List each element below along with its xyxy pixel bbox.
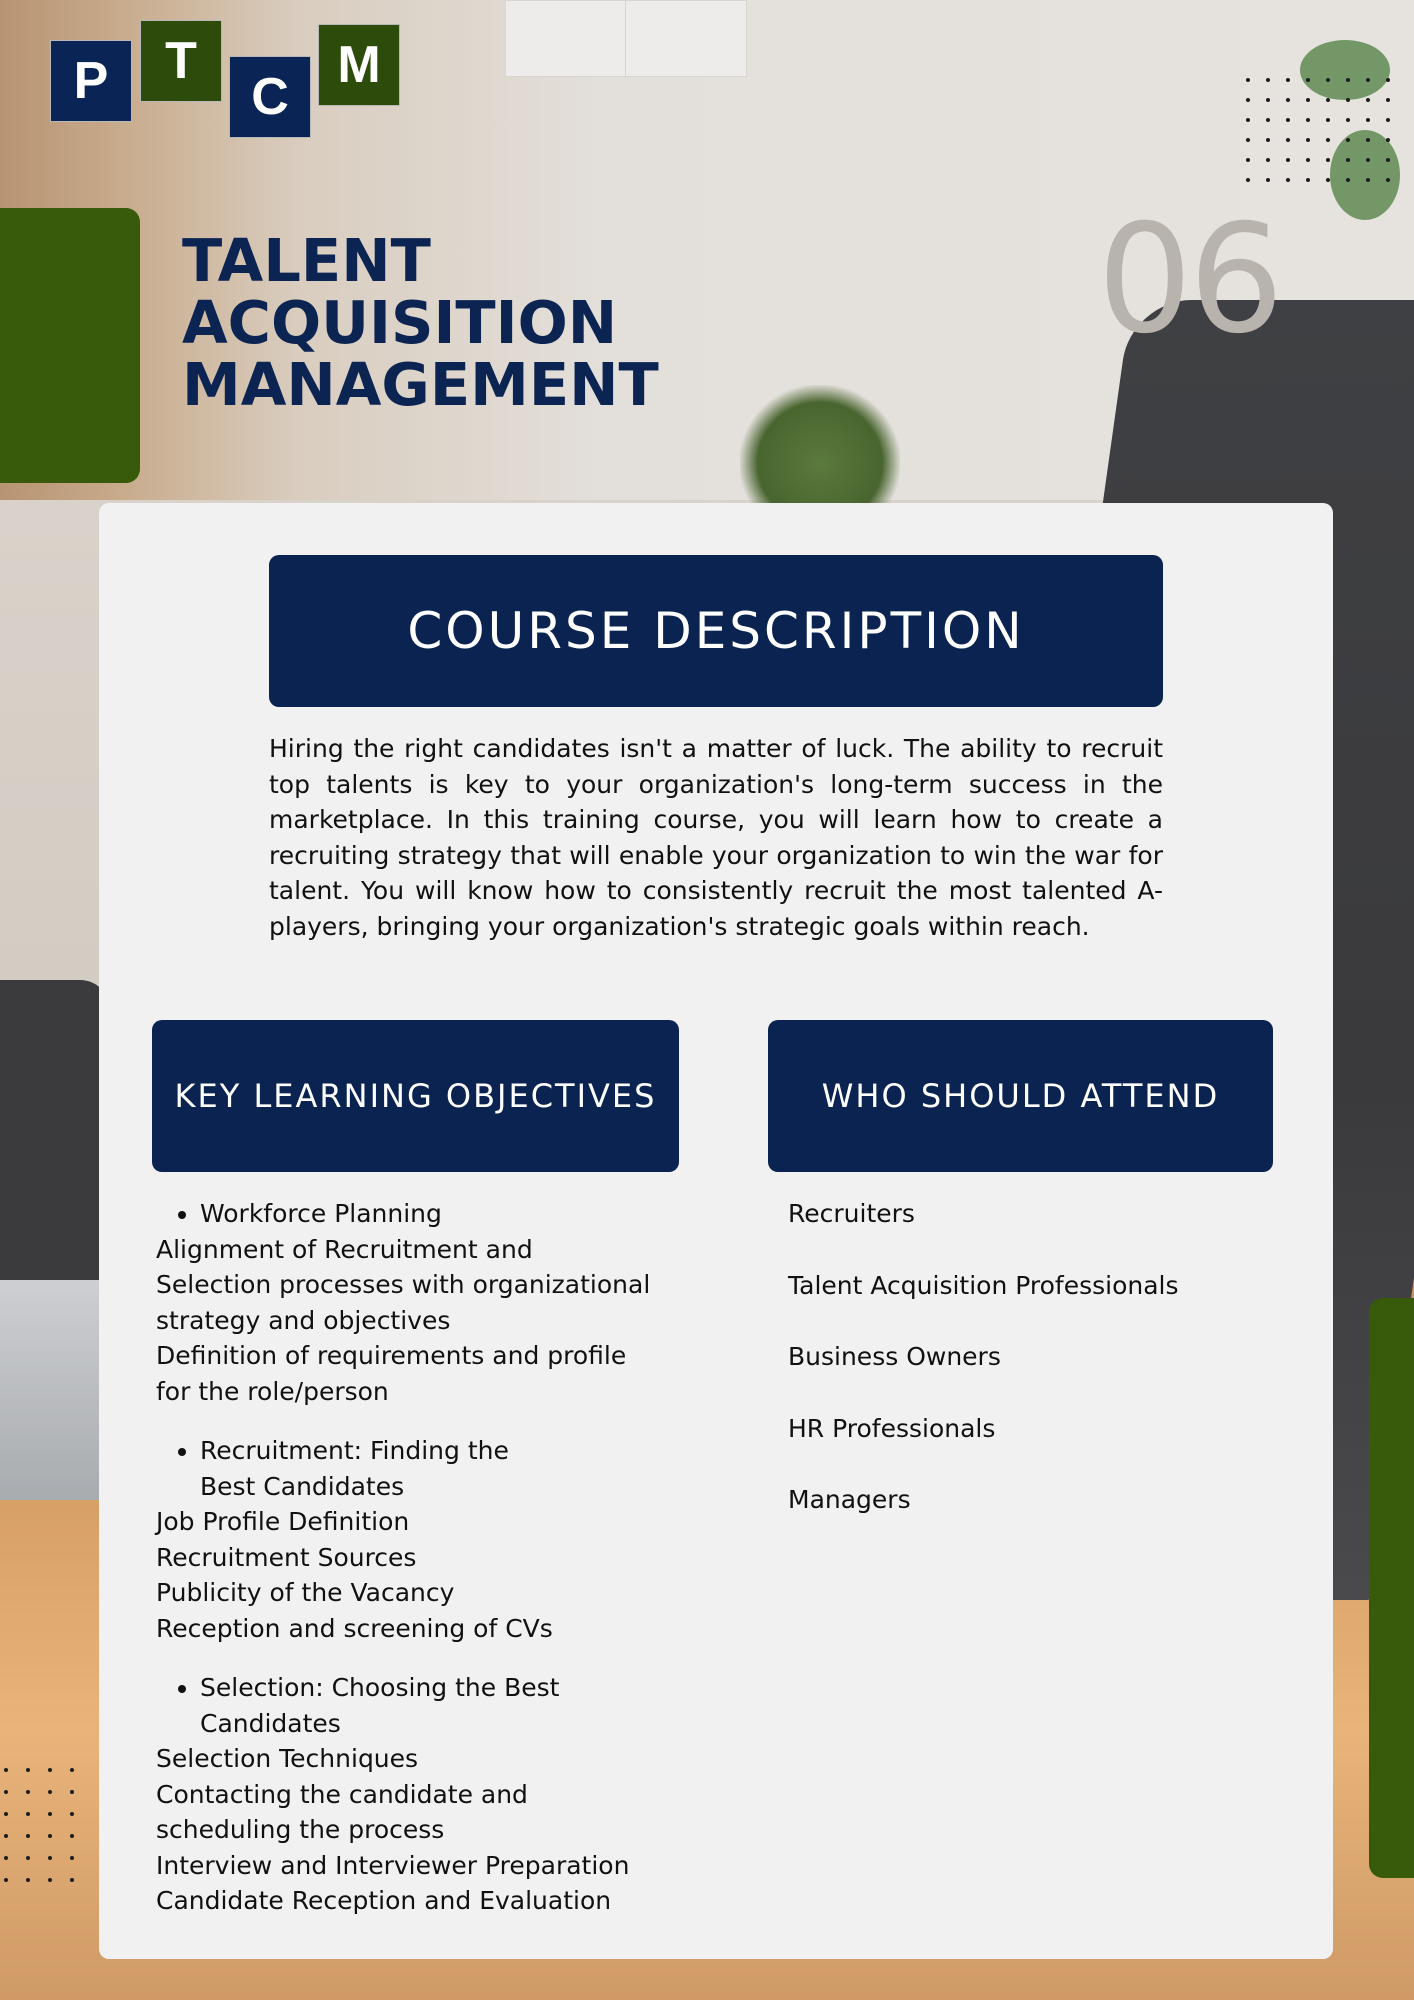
decorative-dot xyxy=(4,1768,8,1772)
page-number: 06 xyxy=(1097,193,1280,367)
decorative-dot xyxy=(1386,158,1390,162)
decorative-dot xyxy=(48,1834,52,1838)
decorative-dot xyxy=(1306,118,1310,122)
decorative-dot xyxy=(70,1812,74,1816)
decorative-dot xyxy=(26,1856,30,1860)
decorative-dot xyxy=(26,1878,30,1882)
decorative-dot xyxy=(70,1768,74,1772)
decorative-dot xyxy=(1266,98,1270,102)
decorative-dot xyxy=(70,1834,74,1838)
wall-socket xyxy=(505,0,627,77)
decorative-dot xyxy=(70,1856,74,1860)
title-line: TALENT xyxy=(182,226,431,295)
decorative-dot xyxy=(1246,118,1250,122)
decorative-dot xyxy=(1366,138,1370,142)
attend-item: Recruiters xyxy=(788,1199,915,1228)
decorative-dot xyxy=(1386,78,1390,82)
decorative-dot xyxy=(48,1856,52,1860)
decorative-dot xyxy=(70,1790,74,1794)
decorative-dot xyxy=(70,1878,74,1882)
objective-bullet: • Workforce Planning xyxy=(200,1196,686,1232)
objective-line: Alignment of Recruitment and xyxy=(156,1234,533,1264)
decorative-dot xyxy=(1306,158,1310,162)
decorative-dot xyxy=(1346,118,1350,122)
section-heading: WHO SHOULD ATTEND xyxy=(821,1077,1220,1115)
course-description-text: Hiring the right candidates isn't a matter of luck. The ability to recruit top talents is key to your organization's long-term success in the marketplace. In this training course, you will learn how to create a recruiting strategy that will enable your organization to win the war for talent. You will know how to consistently recruit the most talented A-players, bringing your organization's strategic goals within reach. xyxy=(269,734,1163,941)
decorative-dot xyxy=(1286,158,1290,162)
decorative-dot xyxy=(1286,138,1290,142)
decorative-dot xyxy=(1266,158,1270,162)
objective-bullet: • Selection: Choosing the Best Candidates xyxy=(200,1670,686,1741)
decorative-dot xyxy=(1386,178,1390,182)
decorative-green-block xyxy=(1369,1298,1414,1878)
title-line: ACQUISITION xyxy=(182,288,618,357)
decorative-dot xyxy=(1326,98,1330,102)
decorative-dot xyxy=(26,1768,30,1772)
decorative-dot xyxy=(1386,118,1390,122)
decorative-dot xyxy=(48,1768,52,1772)
decorative-dot xyxy=(1366,178,1370,182)
objective-line: Contacting the candidate and xyxy=(156,1779,528,1809)
objective-group xyxy=(156,1433,686,1646)
decorative-dot xyxy=(26,1834,30,1838)
logo-tile-m: M xyxy=(318,24,400,106)
decorative-dot xyxy=(48,1812,52,1816)
decorative-dot xyxy=(1346,138,1350,142)
decorative-dot xyxy=(1246,78,1250,82)
decorative-dot xyxy=(48,1878,52,1882)
content-card xyxy=(99,503,1333,1959)
decorative-dot xyxy=(1246,138,1250,142)
attend-item: Talent Acquisition Professionals xyxy=(788,1270,1179,1300)
decorative-dot xyxy=(1266,138,1270,142)
decorative-dot xyxy=(1366,158,1370,162)
decorative-dot xyxy=(4,1812,8,1816)
decorative-dot xyxy=(1346,178,1350,182)
decorative-dot xyxy=(1326,178,1330,182)
decorative-dot xyxy=(1286,118,1290,122)
decorative-dot xyxy=(1246,158,1250,162)
decorative-dot xyxy=(1366,98,1370,102)
objective-group xyxy=(156,1196,686,1409)
decorative-dot xyxy=(1346,78,1350,82)
decorative-dot xyxy=(1306,98,1310,102)
decorative-green-block xyxy=(0,208,140,483)
objective-line: scheduling the process xyxy=(156,1815,445,1844)
decorative-dot xyxy=(1266,78,1270,82)
objective-line: strategy and objectives xyxy=(156,1305,451,1335)
objective-line: Publicity of the Vacancy xyxy=(156,1578,455,1607)
decorative-dot xyxy=(1306,78,1310,82)
course-description-header xyxy=(269,555,1163,707)
decorative-dot xyxy=(26,1812,30,1816)
decorative-dot xyxy=(4,1878,8,1882)
decorative-dot xyxy=(4,1834,8,1838)
decorative-dot xyxy=(1346,98,1350,102)
decorative-dot xyxy=(1326,158,1330,162)
decorative-dot xyxy=(1386,98,1390,102)
logo-tile-p: P xyxy=(50,40,132,122)
decorative-dot xyxy=(1286,178,1290,182)
decorative-dot xyxy=(1366,78,1370,82)
section-heading: COURSE DESCRIPTION xyxy=(407,602,1025,660)
objective-line: Recruitment Sources xyxy=(156,1542,417,1572)
decorative-dot xyxy=(1246,98,1250,102)
objectives-list xyxy=(156,1196,686,1943)
decorative-dot xyxy=(26,1790,30,1794)
decorative-dot xyxy=(1286,78,1290,82)
decorative-dot xyxy=(4,1790,8,1794)
section-heading: KEY LEARNING OBJECTIVES xyxy=(174,1077,657,1115)
decorative-dot xyxy=(1366,118,1370,122)
attend-header xyxy=(768,1020,1273,1172)
objective-line: Reception and screening of CVs xyxy=(156,1613,553,1643)
decorative-dot xyxy=(1266,118,1270,122)
attend-item: Managers xyxy=(788,1485,911,1514)
decorative-dot xyxy=(1286,98,1290,102)
attend-list xyxy=(788,1196,1248,1554)
title-line: MANAGEMENT xyxy=(182,350,659,419)
objective-line: Candidate Reception and Evaluation xyxy=(156,1886,612,1915)
objective-line: Interview and Interviewer Preparation xyxy=(156,1850,630,1880)
attend-item: HR Professionals xyxy=(788,1413,996,1443)
objective-line: for the role/person xyxy=(156,1376,389,1406)
decorative-dot xyxy=(1326,138,1330,142)
decorative-dot xyxy=(1306,178,1310,182)
objective-line: Selection Techniques xyxy=(156,1744,419,1773)
wall-socket xyxy=(625,0,747,77)
objective-line: Job Profile Definition xyxy=(156,1507,410,1536)
decorative-dot xyxy=(1266,178,1270,182)
logo-tile-t: T xyxy=(140,20,222,102)
objective-bullet: • Recruitment: Finding the Best Candidates xyxy=(200,1433,686,1504)
attend-item: Business Owners xyxy=(788,1342,1001,1371)
decorative-dot-grid xyxy=(4,1768,74,1882)
objective-line: Definition of requirements and profile xyxy=(156,1341,627,1370)
objectives-header xyxy=(152,1020,679,1172)
decorative-dot xyxy=(1326,118,1330,122)
decorative-dot xyxy=(1386,138,1390,142)
page-title xyxy=(182,226,659,419)
background-cactus xyxy=(740,385,900,515)
decorative-dot xyxy=(1246,178,1250,182)
logo-tile-c: C xyxy=(229,56,311,138)
objective-line: Selection processes with organizational xyxy=(156,1270,651,1299)
decorative-dot xyxy=(1346,158,1350,162)
decorative-dot xyxy=(1306,138,1310,142)
objective-group xyxy=(156,1670,686,1919)
decorative-dot-grid xyxy=(1246,78,1390,182)
decorative-dot xyxy=(1326,78,1330,82)
decorative-dot xyxy=(48,1790,52,1794)
decorative-dot xyxy=(4,1856,8,1860)
